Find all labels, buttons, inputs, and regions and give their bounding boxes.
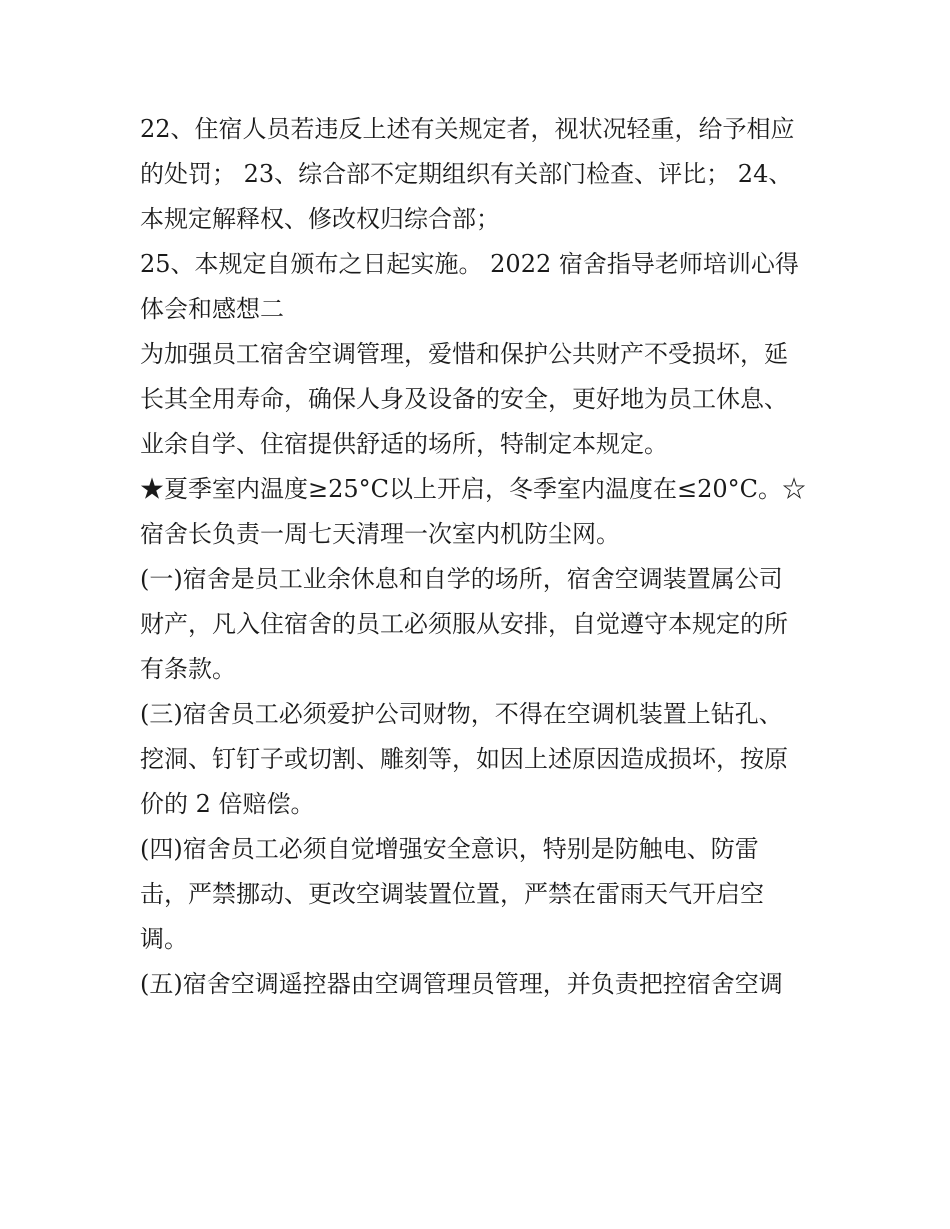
text-line: 为加强员工宿舍空调管理，爱惜和保护公共财产不受损坏，延 [140,340,788,368]
text-line: 长其全用寿命，确保人身及设备的安全，更好地为员工休息、 [140,385,788,413]
text-line: (四)宿舍员工必须自觉增强安全意识，特别是防触电、防雷 [140,835,759,863]
text-line: 有条款。 [140,655,236,683]
text-line: 宿舍长负责一周七天清理一次室内机防尘网。 [140,520,620,548]
text-line: 价的 2 倍赔偿。 [140,790,315,818]
text-line: 击，严禁挪动、更改空调装置位置，严禁在雷雨天气开启空 [140,880,764,908]
text-line: 体会和感想二 [140,295,284,323]
document-body [140,107,820,1007]
text-line: 业余自学、住宿提供舒适的场所，特制定本规定。 [140,430,668,458]
text-line: 挖洞、钉钉子或切割、雕刻等，如因上述原因造成损坏，按原 [140,745,788,773]
text-line: (一)宿舍是员工业余休息和自学的场所，宿舍空调装置属公司 [140,565,783,593]
text-line: (三)宿舍员工必须爱护公司财物，不得在空调机装置上钻孔、 [140,700,783,728]
text-line: 财产，凡入住宿舍的员工必须服从安排，自觉遵守本规定的所 [140,610,788,638]
text-line: (五)宿舍空调遥控器由空调管理员管理，并负责把控宿舍空调 [140,970,783,998]
text-line: 25、本规定自颁布之日起实施。 2022 宿舍指导老师培训心得 [140,250,799,278]
text-line: 的处罚； 23、综合部不定期组织有关部门检查、评比； 24、 [140,160,793,188]
text-line: 调。 [140,925,188,953]
text-line: 22、住宿人员若违反上述有关规定者，视状况轻重，给予相应 [140,115,795,143]
text-line: ★夏季室内温度≥25°C以上开启，冬季室内温度在≤20°C。☆ [140,475,807,503]
text-line: 本规定解释权、修改权归综合部； [140,205,500,233]
